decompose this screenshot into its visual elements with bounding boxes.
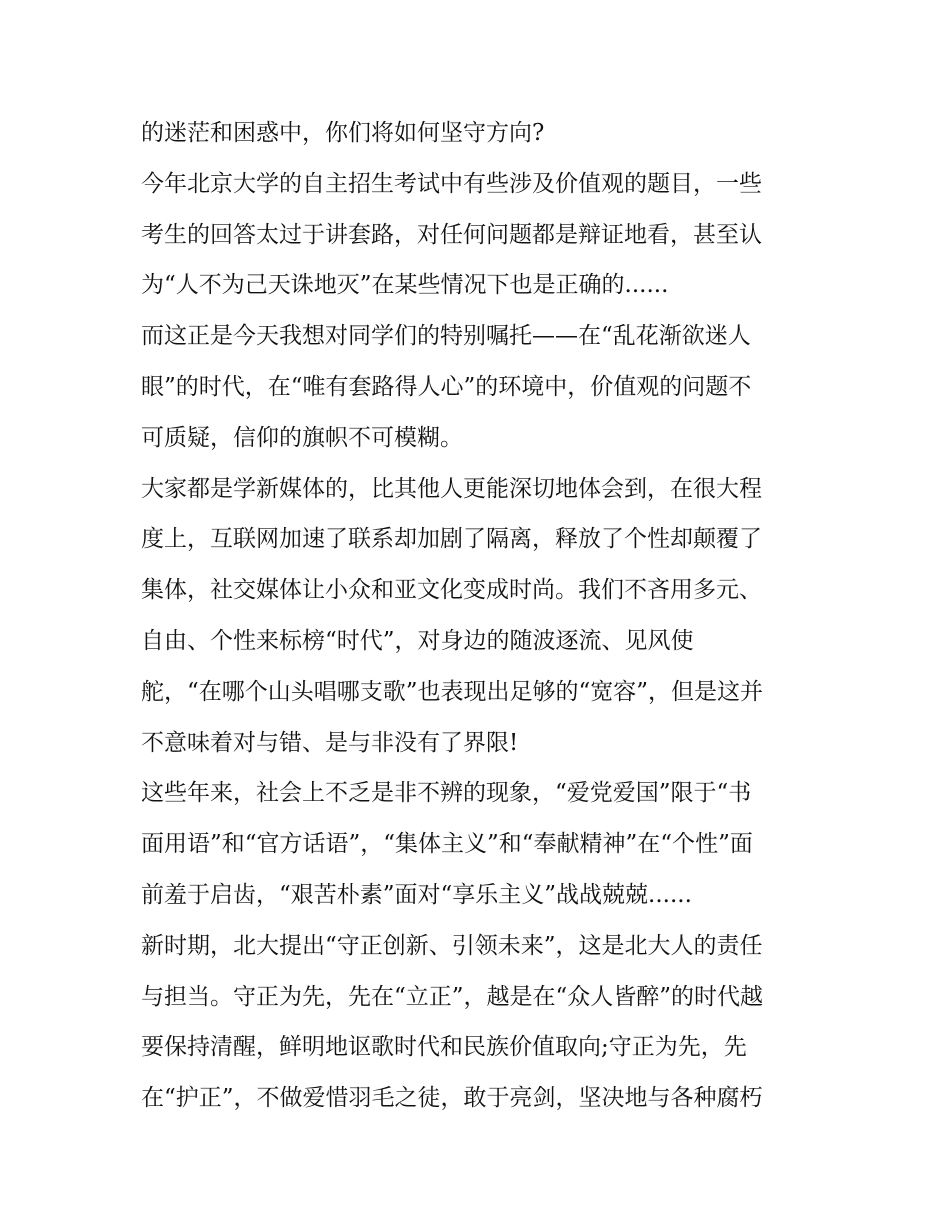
text-line: 前羞于启齿，“艰苦朴素”面对“享乐主义”战战兢兢...... xyxy=(141,881,692,908)
text-line: 舵，“在哪个山头唱哪支歌”也表现出足够的“宽容”，但是这并 xyxy=(141,678,764,705)
text-line: 今年北京大学的自主招生考试中有些涉及价值观的题目，一些 xyxy=(141,170,762,197)
text-line: 与担当。守正为先，先在“立正”，越是在“众人皆醉”的时代越 xyxy=(141,983,764,1010)
document-body xyxy=(141,108,821,1124)
text-line: 可质疑，信仰的旗帜不可模糊。 xyxy=(141,424,463,451)
text-line: 自由、个性来标榜“时代”，对身边的随波逐流、见风使 xyxy=(141,627,694,654)
text-line: 不意味着对与错、是与非没有了界限! xyxy=(141,729,519,756)
text-line: 在“护正”，不做爱惜羽毛之徒，敢于亮剑，坚决地与各种腐朽 xyxy=(141,1085,763,1112)
text-line: 新时期，北大提出“守正创新、引领未来”，这是北大人的责任 xyxy=(141,932,763,959)
text-line: 这些年来，社会上不乏是非不辨的现象，“爱党爱国”限于“书 xyxy=(141,780,752,807)
text-line: 为“人不为己天诛地灭”在某些情况下也是正确的...... xyxy=(141,272,669,299)
text-line: 度上，互联网加速了联系却加剧了隔离，释放了个性却颠覆了 xyxy=(141,526,762,553)
text-line: 集体，社交媒体让小众和亚文化变成时尚。我们不吝用多元、 xyxy=(141,577,762,604)
text-line: 而这正是今天我想对同学们的特别嘱托——在“乱花渐欲迷人 xyxy=(141,323,751,350)
text-line: 面用语”和“官方话语”，“集体主义”和“奉献精神”在“个性”面 xyxy=(141,831,753,858)
text-line: 眼”的时代，在“唯有套路得人心”的环境中，价值观的问题不 xyxy=(141,373,752,400)
text-line: 的迷茫和困惑中，你们将如何坚守方向? xyxy=(141,120,545,146)
text-line: 考生的回答太过于讲套路，对任何问题都是辩证地看，甚至认 xyxy=(141,221,762,248)
text-line: 大家都是学新媒体的，比其他人更能深切地体会到，在很大程 xyxy=(141,475,762,502)
text-line: 要保持清醒，鲜明地讴歌时代和民族价值取向;守正为先，先 xyxy=(141,1034,747,1061)
